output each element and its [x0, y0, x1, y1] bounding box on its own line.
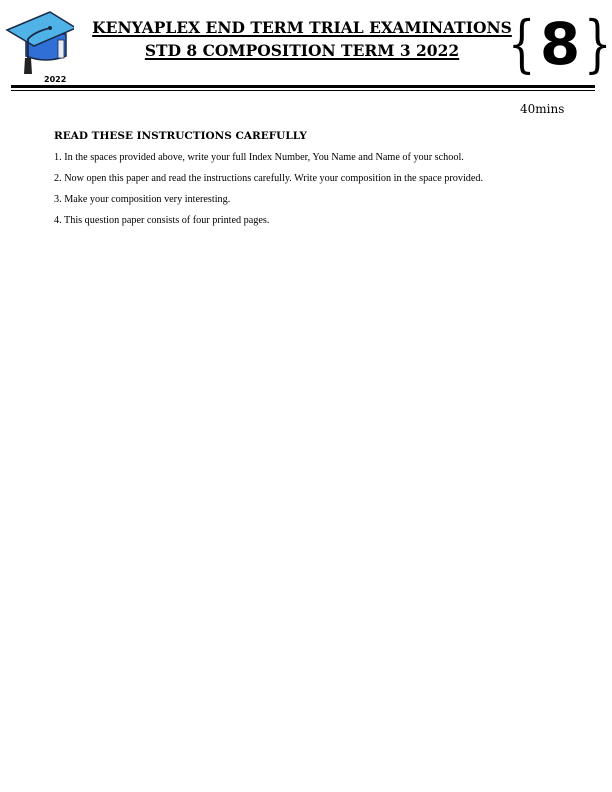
instruction-item: 1. In the spaces provided above, write your full Index Number, You Name and Name of your school.	[54, 152, 464, 163]
grade-badge	[508, 6, 612, 82]
open-brace: {	[508, 7, 536, 80]
header-divider-thick	[11, 85, 595, 88]
close-brace: }	[584, 7, 612, 80]
instructions-list	[54, 151, 483, 235]
graduation-cap-logo	[4, 6, 74, 80]
exam-title-line-1: KENYAPLEX END TERM TRIAL EXAMINATIONS	[92, 18, 512, 37]
instruction-item: 3. Make your composition very interesting.	[54, 194, 231, 205]
header-divider-thin	[11, 90, 595, 91]
graduation-cap-icon	[4, 6, 74, 80]
instruction-item: 4. This question paper consists of four printed pages.	[54, 215, 270, 226]
grade-number: 8	[539, 10, 581, 78]
exam-title-line-2: STD 8 COMPOSITION TERM 3 2022	[144, 41, 460, 60]
instruction-item: 2. Now open this paper and read the instructions carefully. Write your composition in the space provided.	[54, 173, 484, 184]
exam-title	[86, 16, 518, 62]
instructions-heading: READ THESE INSTRUCTIONS CAREFULLY	[54, 130, 307, 142]
exam-duration: 40mins	[520, 102, 565, 116]
logo-year: 2022	[44, 75, 67, 84]
